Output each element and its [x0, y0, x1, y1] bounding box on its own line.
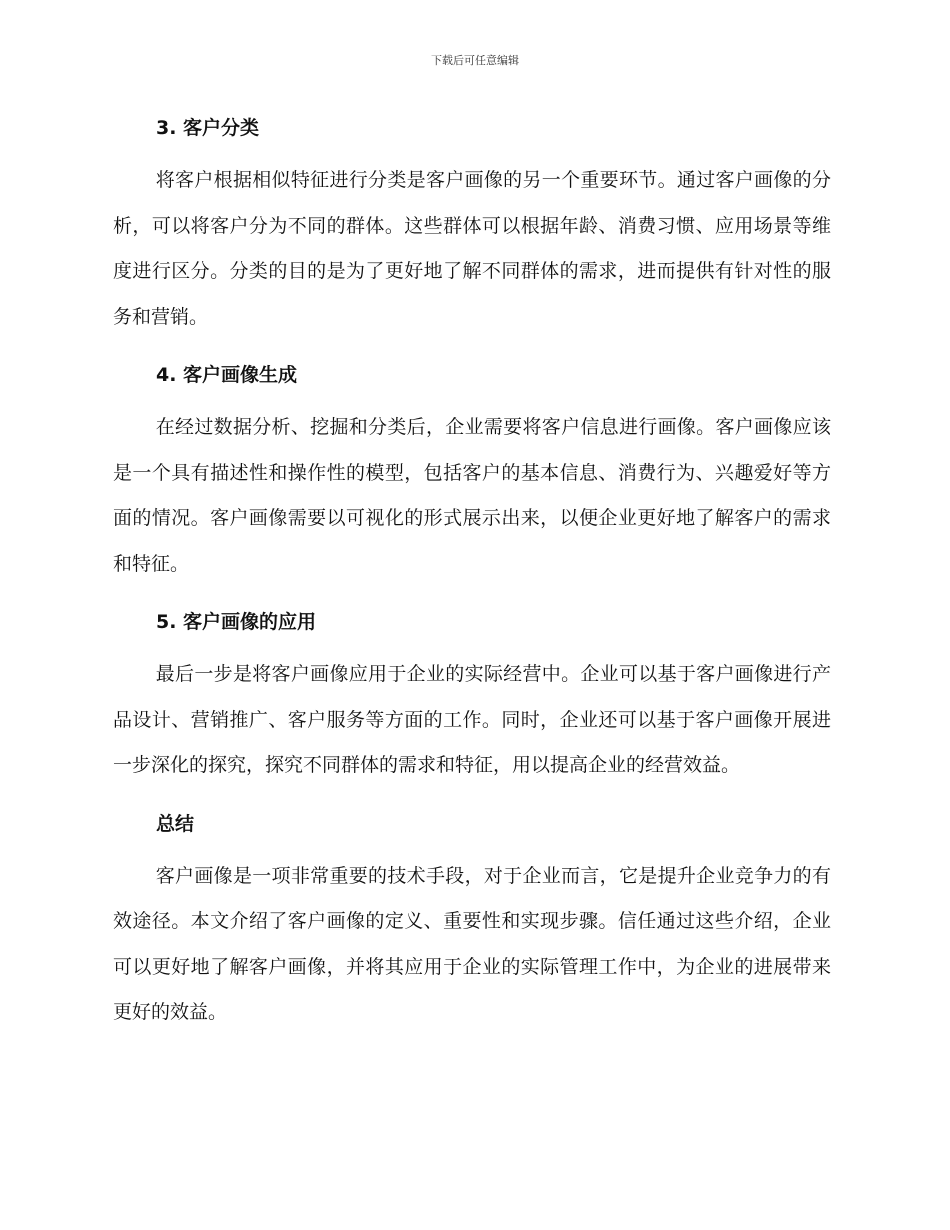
page-header-note: 下载后可任意编辑: [431, 54, 519, 67]
section-paragraph: 在经过数据分析、挖掘和分类后，企业需要将客户信息进行画像。客户画像应该是一个具有描述性和操作性的模型，包括客户的基本信息、消费行为、兴趣爱好等方面的情况。客户画像需要以可视化的形式展示出来，以便企业更好地了解客户的需求和特征。: [113, 416, 831, 575]
section-heading: 4. 客户画像生成: [156, 364, 298, 386]
document-body: [113, 108, 831, 1051]
section-customer-classification: [113, 108, 831, 340]
section-summary: [113, 804, 831, 1036]
section-profile-application: [113, 602, 831, 789]
section-heading: 5. 客户画像的应用: [156, 611, 317, 633]
section-heading: 3. 客户分类: [156, 117, 260, 139]
section-profile-generation: [113, 355, 831, 587]
section-paragraph: 客户画像是一项非常重要的技术手段，对于企业而言，它是提升企业竞争力的有效途径。本文介绍了客户画像的定义、重要性和实现步骤。信任通过这些介绍，企业可以更好地了解客户画像，并将其应用于企业的实际管理工作中，为企业的进展带来更好的效益。: [113, 864, 831, 1023]
section-paragraph: 最后一步是将客户画像应用于企业的实际经营中。企业可以基于客户画像进行产品设计、营销推广、客户服务等方面的工作。同时，企业还可以基于客户画像开展进一步深化的探究，探究不同群体的需求和特征，用以提高企业的经营效益。: [113, 663, 831, 776]
section-heading: 总结: [156, 812, 195, 835]
section-paragraph: 将客户根据相似特征进行分类是客户画像的另一个重要环节。通过客户画像的分析，可以将客户分为不同的群体。这些群体可以根据年龄、消费习惯、应用场景等维度进行区分。分类的目的是为了更好地了解不同群体的需求，进而提供有针对性的服务和营销。: [113, 169, 831, 328]
